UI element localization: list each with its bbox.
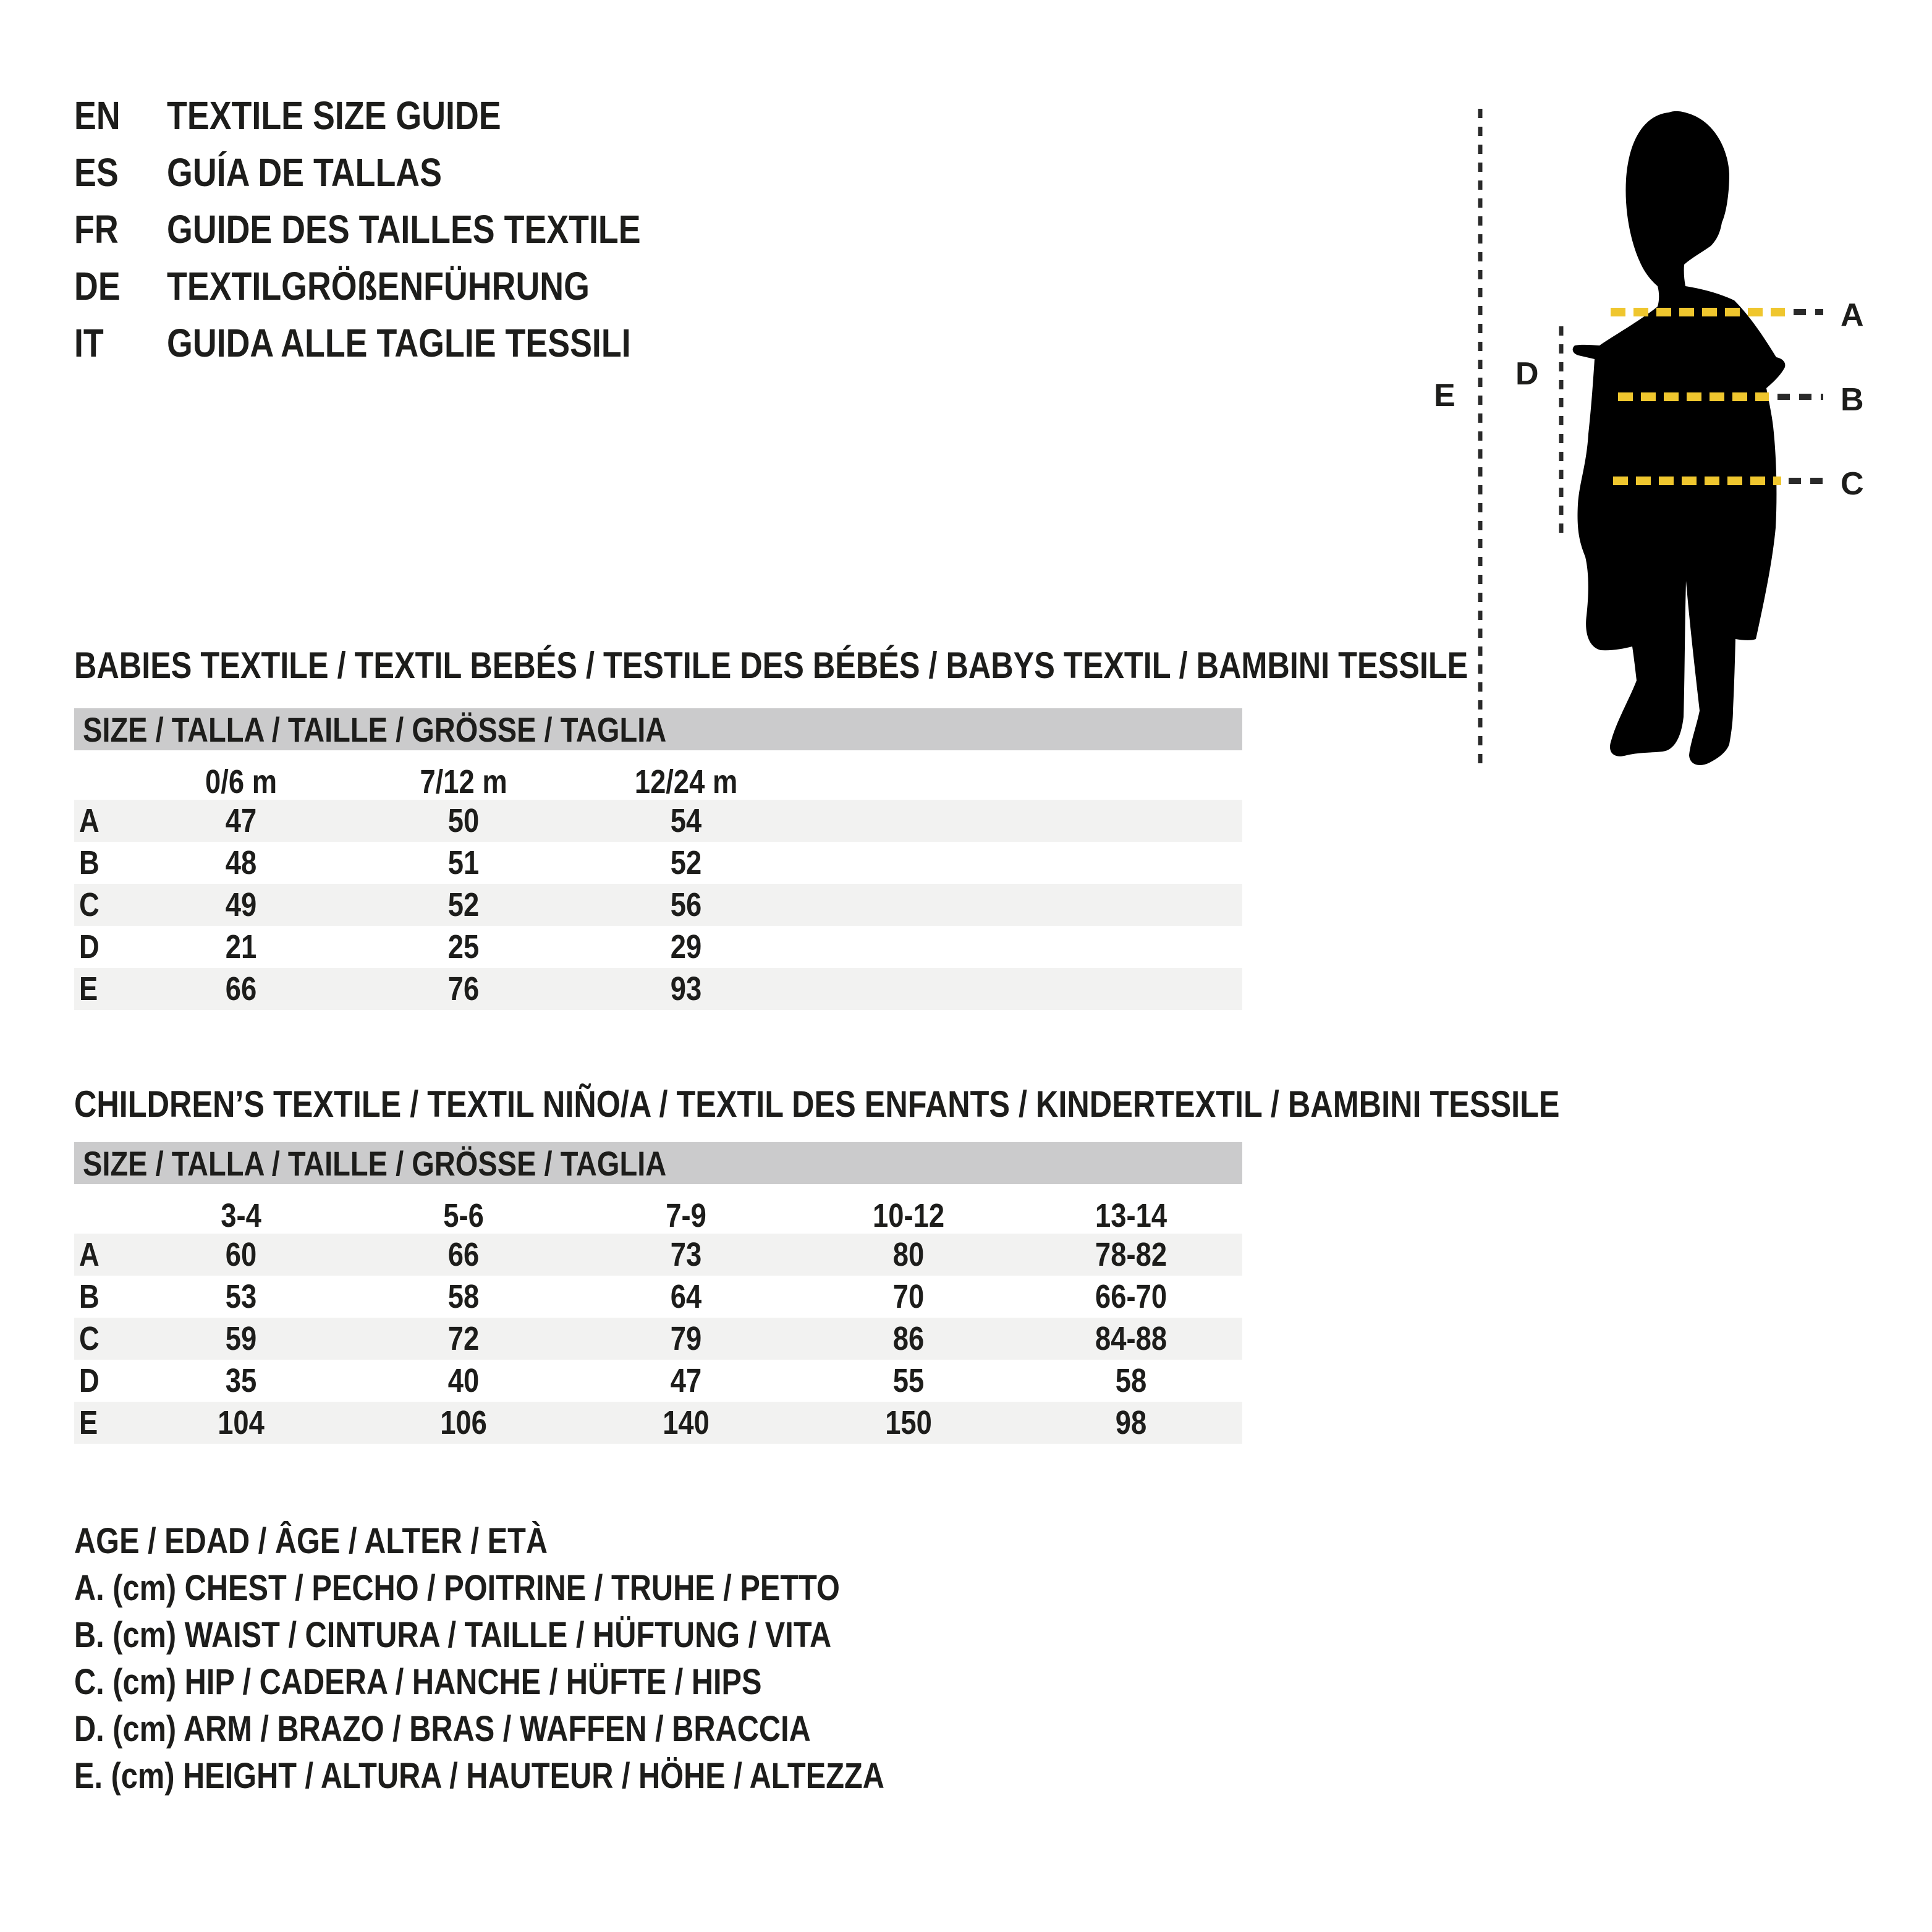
- cell: 80: [892, 1236, 925, 1273]
- lang-row-de: [74, 263, 731, 320]
- babies-section-heading: BABIES TEXTILE / TEXTIL BEBÉS / TESTILE DES BÉBÉS / BABYS TEXTIL / BAMBINI TESSILE: [74, 645, 1468, 686]
- row-label: B: [79, 844, 100, 881]
- cell: 55: [892, 1362, 925, 1399]
- cell: 48: [225, 844, 257, 881]
- cell: 35: [225, 1362, 257, 1399]
- lang-code: DE: [74, 264, 121, 308]
- lang-title: TEXTILE SIZE GUIDE: [167, 93, 501, 138]
- cell: 104: [218, 1404, 265, 1441]
- table-row: [74, 1360, 1242, 1402]
- legend-item-waist: B. (cm) WAIST / CINTURA / TAILLE / HÜFTUNG / VITA: [74, 1614, 832, 1655]
- row-label: D: [79, 1362, 100, 1399]
- cell: 58: [1115, 1362, 1147, 1399]
- cell: 51: [447, 844, 480, 881]
- cell: 98: [1115, 1404, 1147, 1441]
- children-col-3: 10-12: [872, 1197, 945, 1234]
- children-col-1: 5-6: [443, 1197, 484, 1234]
- children-col-0: 3-4: [221, 1197, 261, 1234]
- row-label: D: [79, 928, 100, 965]
- table-row: [74, 1402, 1242, 1444]
- lang-code: FR: [74, 207, 119, 252]
- lang-title: GUÍA DE TALLAS: [167, 150, 442, 195]
- figure-label-C: C: [1841, 466, 1864, 502]
- table-row: [74, 1276, 1242, 1318]
- children-col-4: 13-14: [1095, 1197, 1167, 1234]
- cell: 58: [447, 1278, 480, 1315]
- cell: 54: [670, 802, 702, 839]
- row-label: E: [79, 970, 98, 1007]
- babies-col-0: 0/6 m: [205, 763, 277, 800]
- figure-label-D: D: [1515, 356, 1539, 392]
- cell: 29: [670, 928, 702, 965]
- cell: 53: [225, 1278, 257, 1315]
- babies-column-header-row: [74, 764, 1242, 800]
- row-label: E: [79, 1404, 98, 1441]
- figure-label-A: A: [1841, 297, 1864, 333]
- cell: 52: [447, 886, 480, 923]
- cell: 140: [663, 1404, 710, 1441]
- cell: 66: [225, 970, 257, 1007]
- table-row: [74, 968, 1242, 1010]
- cell: 59: [225, 1320, 257, 1357]
- row-label: A: [79, 1236, 100, 1273]
- figure-label-E: E: [1434, 378, 1455, 413]
- cell: 21: [225, 928, 257, 965]
- cell: 50: [447, 802, 480, 839]
- cell: 106: [440, 1404, 487, 1441]
- table-row: [74, 1318, 1242, 1360]
- babies-table: [74, 764, 1242, 1010]
- cell: 25: [447, 928, 480, 965]
- cell: 84-88: [1095, 1320, 1167, 1357]
- cell: 72: [447, 1320, 480, 1357]
- children-section-heading: CHILDREN’S TEXTILE / TEXTIL NIÑO/A / TEXTIL DES ENFANTS / KINDERTEXTIL / BAMBINI TESSILE: [74, 1083, 1560, 1125]
- table-row: [74, 1234, 1242, 1276]
- legend-item-chest: A. (cm) CHEST / PECHO / POITRINE / TRUHE / PETTO: [74, 1567, 840, 1608]
- figure-label-B: B: [1841, 382, 1864, 418]
- legend-item-height: E. (cm) HEIGHT / ALTURA / HAUTEUR / HÖHE / ALTEZZA: [74, 1755, 884, 1796]
- babies-size-header-bar: SIZE / TALLA / TAILLE / GRÖSSE / TAGLIA: [74, 708, 1242, 750]
- babies-col-2: 12/24 m: [634, 763, 738, 800]
- lang-code: IT: [74, 321, 104, 365]
- row-label: A: [79, 802, 100, 839]
- cell: 76: [447, 970, 480, 1007]
- table-row: [74, 842, 1242, 884]
- row-label: C: [79, 1320, 100, 1357]
- cell: 78-82: [1095, 1236, 1167, 1273]
- table-row: [74, 926, 1242, 968]
- lang-title: GUIDE DES TAILLES TEXTILE: [167, 207, 641, 252]
- lang-row-it: [74, 320, 731, 377]
- cell: 66-70: [1095, 1278, 1167, 1315]
- row-label: B: [79, 1278, 100, 1315]
- children-table: [74, 1198, 1242, 1444]
- cell: 40: [447, 1362, 480, 1399]
- measurement-legend: [74, 1517, 1039, 1799]
- language-title-list: [74, 93, 731, 377]
- lang-title: TEXTILGRÖßENFÜHRUNG: [167, 264, 590, 308]
- table-row: [74, 800, 1242, 842]
- cell: 150: [885, 1404, 932, 1441]
- children-size-header-bar: SIZE / TALLA / TAILLE / GRÖSSE / TAGLIA: [74, 1142, 1242, 1184]
- legend-item-arm: D. (cm) ARM / BRAZO / BRAS / WAFFEN / BRACCIA: [74, 1708, 811, 1749]
- lang-code: ES: [74, 150, 119, 195]
- lang-row-fr: [74, 206, 731, 263]
- legend-item-hip: C. (cm) HIP / CADERA / HANCHE / HÜFTE / HIPS: [74, 1661, 762, 1702]
- cell: 47: [670, 1362, 702, 1399]
- cell: 79: [670, 1320, 702, 1357]
- babies-col-1: 7/12 m: [420, 763, 507, 800]
- cell: 66: [447, 1236, 480, 1273]
- cell: 56: [670, 886, 702, 923]
- cell: 86: [892, 1320, 925, 1357]
- legend-age-line: AGE / EDAD / ÂGE / ALTER / ETÀ: [74, 1520, 548, 1561]
- cell: 47: [225, 802, 257, 839]
- lang-code: EN: [74, 93, 121, 138]
- cell: 64: [670, 1278, 702, 1315]
- lang-row-es: [74, 150, 731, 206]
- cell: 73: [670, 1236, 702, 1273]
- lang-row-en: [74, 93, 731, 150]
- children-column-header-row: [74, 1198, 1242, 1234]
- lang-title: GUIDA ALLE TAGLIE TESSILI: [167, 321, 631, 365]
- row-label: C: [79, 886, 100, 923]
- table-row: [74, 884, 1242, 926]
- cell: 93: [670, 970, 702, 1007]
- cell: 49: [225, 886, 257, 923]
- children-col-2: 7-9: [666, 1197, 706, 1234]
- cell: 60: [225, 1236, 257, 1273]
- cell: 52: [670, 844, 702, 881]
- cell: 70: [892, 1278, 925, 1315]
